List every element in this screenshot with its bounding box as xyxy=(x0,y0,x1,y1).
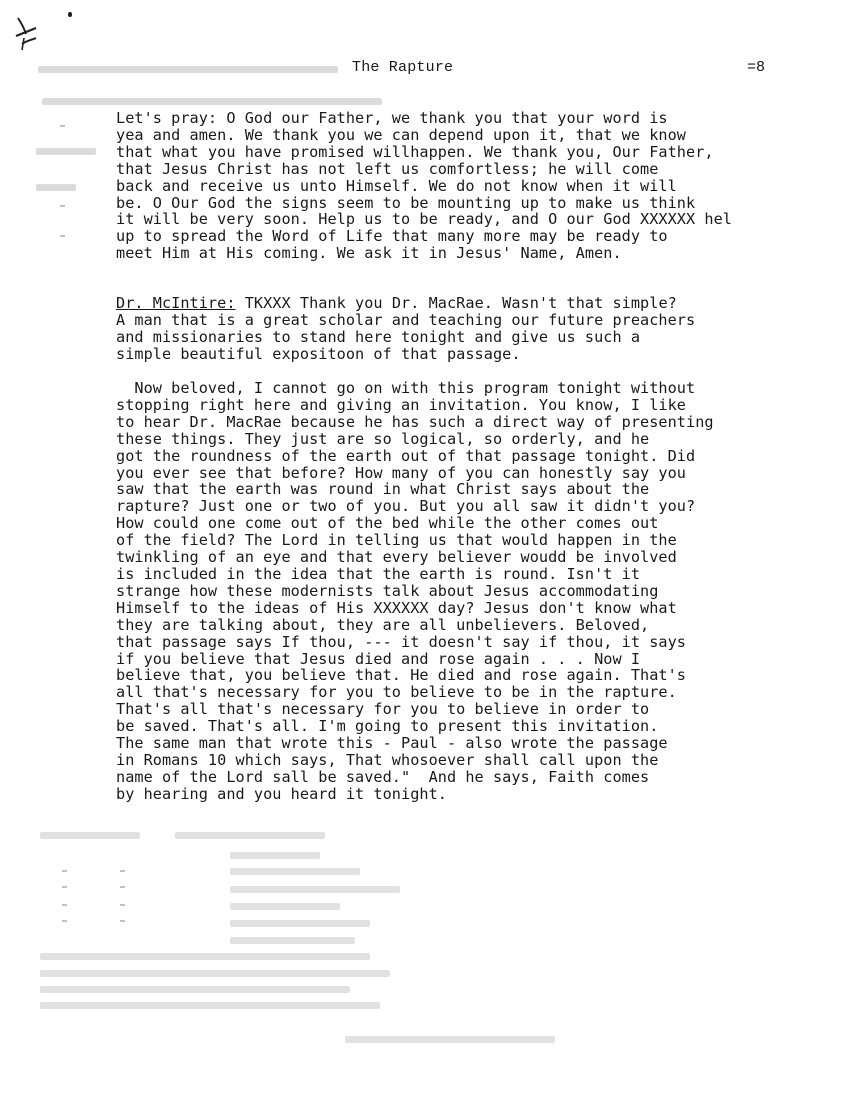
text-line: be saved. That's all. I'm going to present this invitation. xyxy=(116,717,659,736)
response-paragraph xyxy=(116,295,695,363)
ink-dot xyxy=(68,12,72,17)
text-line: all that's necessary for you to believe to be in the rapture. xyxy=(116,683,677,702)
text-line: it will be very soon. Help us to be ready, and O our God XXXXXX hel xyxy=(116,210,732,229)
text-line: back and receive us unto Himself. We do not know when it will xyxy=(116,176,677,195)
text-line: rapture? Just one or two of you. But you all saw it didn't you? xyxy=(116,497,696,516)
text-line: in Romans 10 which says, That whosoever shall call upon the xyxy=(116,750,659,769)
text-line: up to spread the Word of Life that many more may be ready to xyxy=(116,227,668,246)
text-line: strange how these modernists talk about Jesus accommodating xyxy=(116,581,659,600)
handwritten-check-mark xyxy=(14,14,48,54)
text-line: you ever see that before? How many of you can honestly say you xyxy=(116,463,687,482)
text-line: saw that the earth was round in what Christ says about the xyxy=(116,480,650,499)
text-line: meet Him at His coming. We ask it in Jesus' Name, Amen. xyxy=(116,244,622,263)
text-line: of the field? The Lord in telling us that would happen in the xyxy=(116,531,677,550)
invitation-paragraph xyxy=(116,380,714,803)
text-line: and missionaries to stand here tonight and give us such a xyxy=(116,327,641,346)
text-line: they are talking about, they are all unbelievers. Beloved, xyxy=(116,615,650,634)
text-line: that Jesus Christ has not left us comfortless; he will come xyxy=(116,159,659,178)
text-line: that what you have promised willhappen. We thank you, Our Father, xyxy=(116,142,714,161)
text-line: be. O Our God the signs seem to be mounting up to make us think xyxy=(116,193,696,212)
text-line: these things. They just are so logical, so orderly, and he xyxy=(116,429,650,448)
text-line: stopping right here and giving an invitation. You know, I like xyxy=(116,395,687,414)
prayer-paragraph xyxy=(116,110,732,262)
text-line: Let's pray: O God our Father, we thank you that your word is xyxy=(116,109,668,127)
text-line: name of the Lord sall be saved." And he says, Faith comes xyxy=(116,767,650,786)
text-line: Now beloved, I cannot go on with this program tonight without xyxy=(116,379,696,397)
text-line: if you believe that Jesus died and rose again . . . Now I xyxy=(116,649,641,668)
text-line: twinkling of an eye and that every believer woudd be involved xyxy=(116,548,677,567)
text-line: simple beautiful expositoon of that passage. xyxy=(116,344,521,363)
speaker-label: Dr. McIntire: xyxy=(116,294,236,312)
text-line: TKXXX Thank you Dr. MacRae. Wasn't that simple? xyxy=(235,294,677,312)
text-line: The same man that wrote this - Paul - also wrote the passage xyxy=(116,734,668,753)
page-number: =8 xyxy=(747,59,766,76)
text-line: believe that, you believe that. He died and rose again. That's xyxy=(116,666,687,685)
text-line: got the roundness of the earth out of that passage tonight. Did xyxy=(116,446,696,465)
text-line: is included in the idea that the earth is round. Isn't it xyxy=(116,564,641,583)
text-line: to hear Dr. MacRae because he has such a direct way of presenting xyxy=(116,412,714,431)
document-title: The Rapture xyxy=(352,59,454,76)
text-line: That's all that's necessary for you to believe in order to xyxy=(116,700,650,719)
text-line: How could one come out of the bed while the other comes out xyxy=(116,514,659,533)
text-line: that passage says If thou, --- it doesn't say if thou, it says xyxy=(116,632,687,651)
text-line: by hearing and you heard it tonight. xyxy=(116,784,447,803)
text-line: yea and amen. We thank you we can depend upon it, that we know xyxy=(116,125,687,144)
text-line: Himself to the ideas of His XXXXXX day? Jesus don't know what xyxy=(116,598,677,617)
text-line: A man that is a great scholar and teaching our future preachers xyxy=(116,310,696,329)
